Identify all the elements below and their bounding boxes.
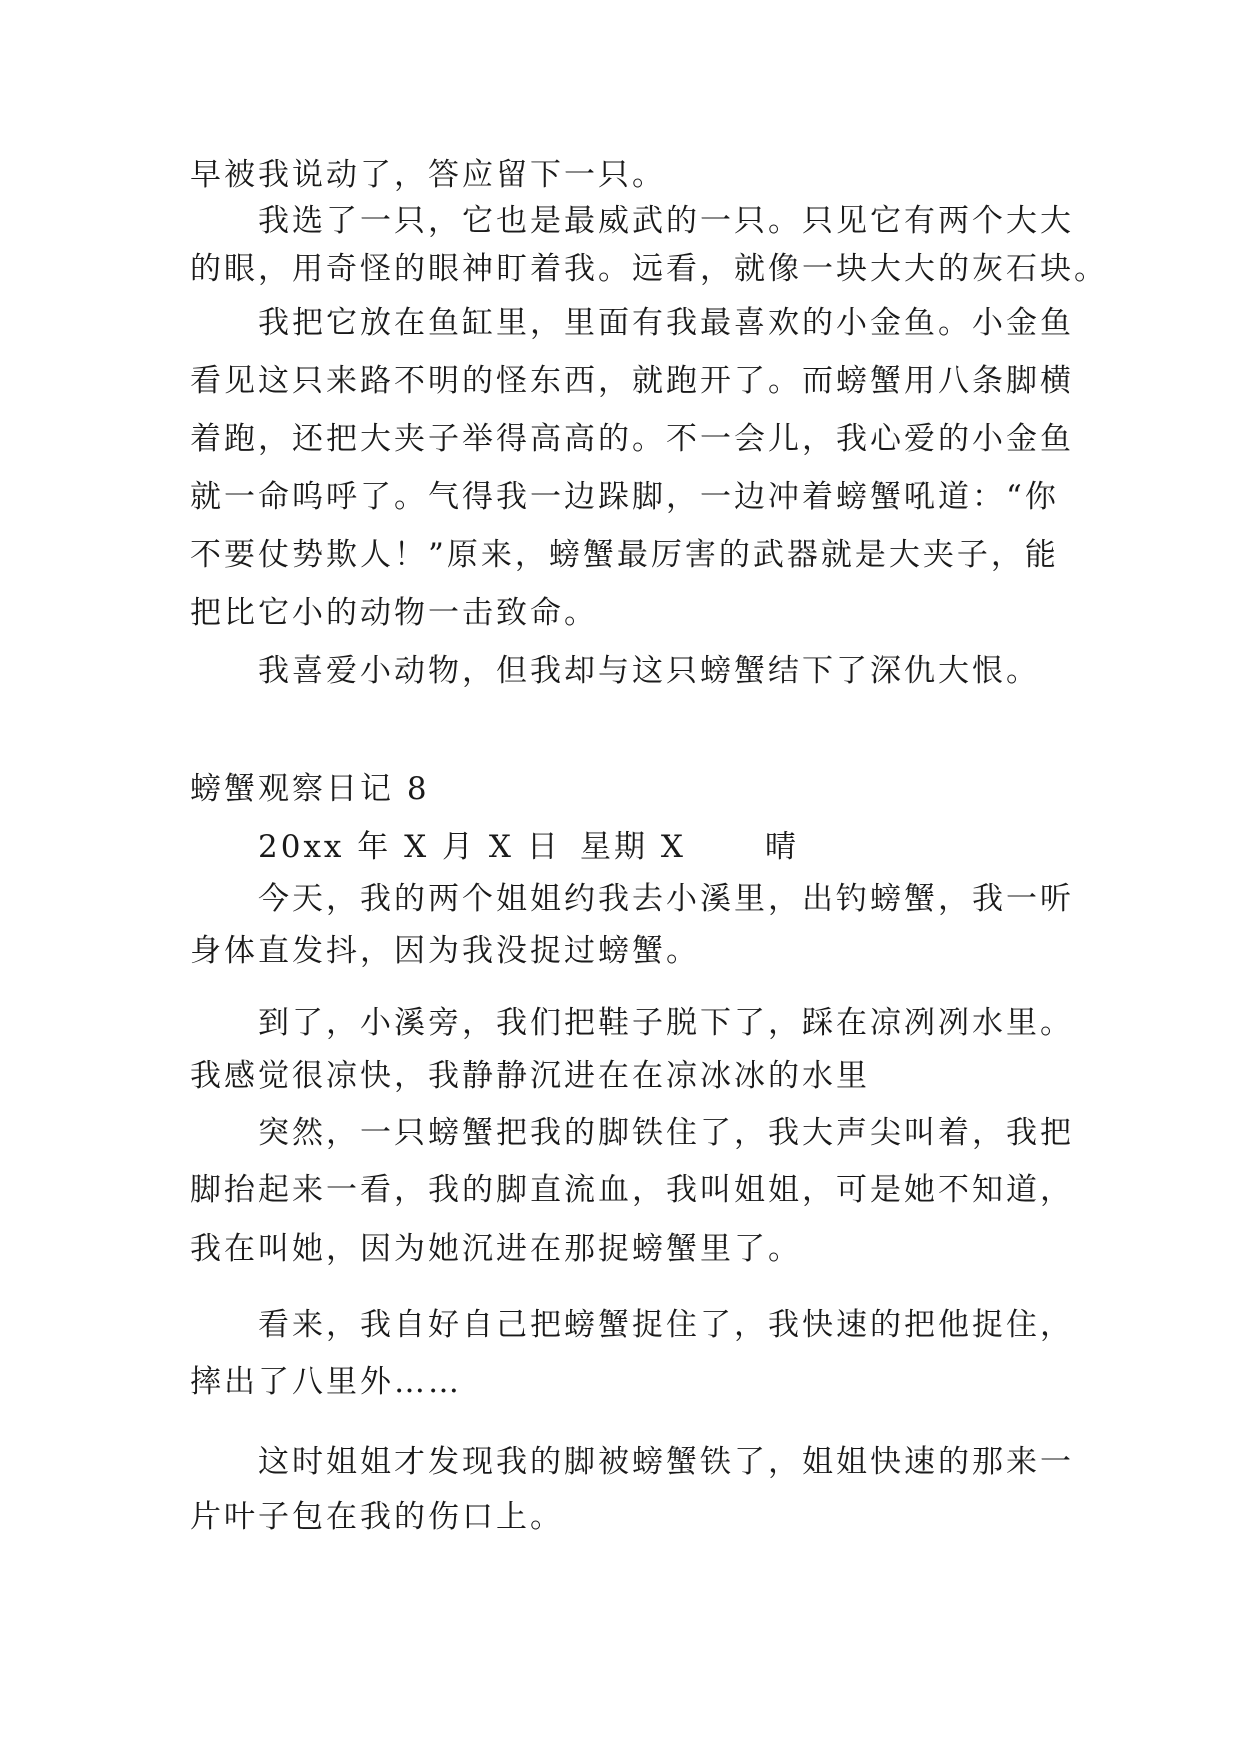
- paragraph-line: 这时姐姐才发现我的脚被螃蟹铁了，姐姐快速的那来一: [258, 1444, 1074, 1480]
- paragraph-line: 着跑，还把大夹子举得高高的。不一会儿，我心爱的小金鱼: [190, 421, 1074, 457]
- paragraph-line: 的眼，用奇怪的眼神盯着我。远看，就像一块大大的灰石块。: [190, 251, 1108, 287]
- paragraph-line: 我喜爱小动物，但我却与这只螃蟹结下了深仇大恨。: [258, 653, 1040, 689]
- paragraph-line: 突然，一只螃蟹把我的脚铁住了，我大声尖叫着，我把: [258, 1115, 1074, 1151]
- paragraph-line: 把比它小的动物一击致命。: [190, 595, 598, 631]
- paragraph-line: 看见这只来路不明的怪东西，就跑开了。而螃蟹用八条脚横: [190, 363, 1074, 399]
- date-text: 20xx 年 X 月 X 日: [258, 829, 561, 865]
- paragraph-line: 就一命呜呼了。气得我一边跺脚，一边冲着螃蟹吼道：“你: [190, 479, 1059, 515]
- paragraph-line: 我在叫她，因为她沉进在那捉螃蟹里了。: [190, 1231, 802, 1267]
- paragraph-line: 看来，我自好自己把螃蟹捉住了，我快速的把他捉住，: [258, 1307, 1074, 1343]
- paragraph-line: 早被我说动了，答应留下一只。: [190, 157, 666, 193]
- date-line: [258, 827, 958, 867]
- paragraph-line: 不要仗势欺人！”原来，螃蟹最厉害的武器就是大夹子，能: [190, 537, 1059, 573]
- weekday-text: 星期 X: [580, 829, 686, 865]
- section-title: 螃蟹观察日记 8: [190, 771, 430, 807]
- paragraph-line: 摔出了八里外……: [190, 1364, 462, 1400]
- paragraph-line: 今天，我的两个姐姐约我去小溪里，出钓螃蟹，我一听: [258, 881, 1074, 917]
- paragraph-line: 我感觉很凉快，我静静沉进在在凉冰冰的水里: [190, 1058, 870, 1094]
- paragraph-line: 我把它放在鱼缸里，里面有我最喜欢的小金鱼。小金鱼: [258, 305, 1074, 341]
- paragraph-line: 片叶子包在我的伤口上。: [190, 1499, 564, 1535]
- paragraph-line: 脚抬起来一看，我的脚直流血，我叫姐姐，可是她不知道，: [190, 1172, 1074, 1208]
- weather-text: 晴: [765, 829, 799, 865]
- paragraph-line: 到了，小溪旁，我们把鞋子脱下了，踩在凉冽冽水里。: [258, 1005, 1074, 1041]
- paragraph-line: 我选了一只，它也是最威武的一只。只见它有两个大大: [258, 203, 1074, 239]
- paragraph-line: 身体直发抖，因为我没捉过螃蟹。: [190, 933, 700, 969]
